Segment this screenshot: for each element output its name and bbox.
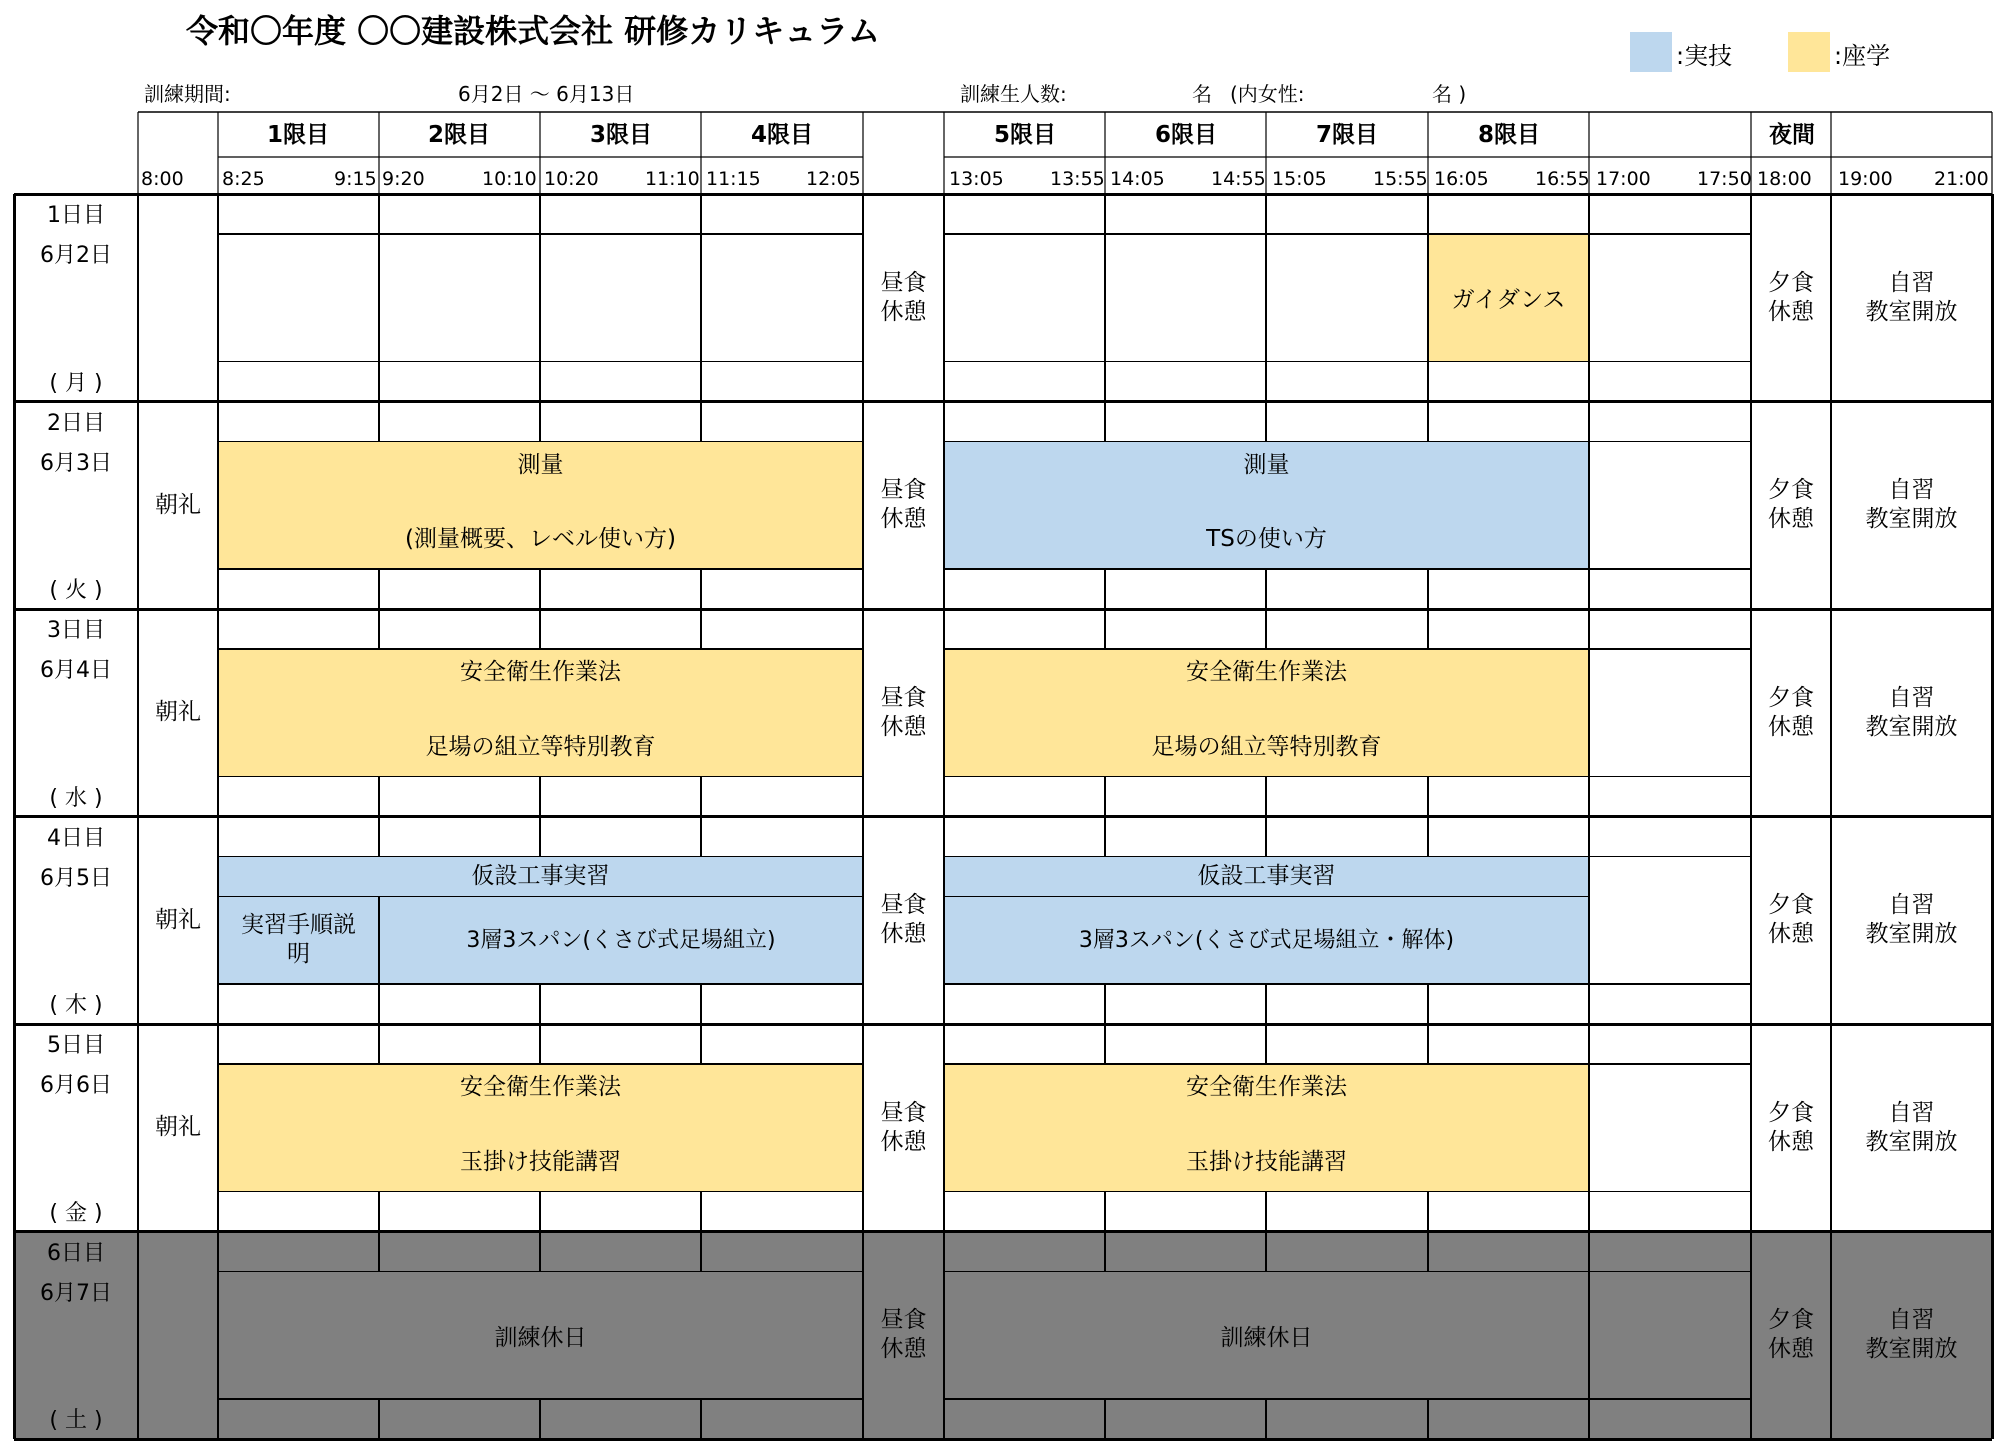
dinner-text: 休憩 bbox=[1768, 1128, 1814, 1155]
self-study bbox=[1831, 194, 1992, 402]
course-block bbox=[944, 649, 1589, 777]
block-text: 仮設工事実習 bbox=[471, 863, 610, 889]
grid-line bbox=[1588, 984, 1589, 1024]
grid-line bbox=[539, 1024, 540, 1064]
course-block bbox=[218, 649, 863, 777]
dinner-text: 夕食 bbox=[1768, 684, 1814, 711]
block-text: 実習手順説 bbox=[241, 912, 356, 939]
period-header-8: 8限目 bbox=[1477, 122, 1541, 148]
grid-line bbox=[1104, 1192, 1105, 1232]
grid-line bbox=[1265, 402, 1266, 442]
grid-line bbox=[378, 402, 379, 442]
grid-line bbox=[700, 362, 701, 402]
grid-line bbox=[378, 817, 379, 857]
grid-line bbox=[700, 234, 701, 362]
lunch-text: 昼食 bbox=[880, 684, 927, 711]
dinner-text: 休憩 bbox=[1768, 1336, 1814, 1363]
grid-line bbox=[944, 233, 1751, 234]
grid-line bbox=[1588, 609, 1589, 649]
grid-line bbox=[1265, 1232, 1266, 1272]
grid-line bbox=[539, 1399, 540, 1439]
grid-line bbox=[378, 1192, 379, 1232]
grid-line bbox=[14, 815, 1992, 818]
grid-line bbox=[700, 984, 701, 1024]
grid-line bbox=[700, 569, 701, 609]
grid-line bbox=[1104, 569, 1105, 609]
dinner-text: 夕食 bbox=[1768, 477, 1814, 504]
dinner-break bbox=[1751, 1024, 1831, 1232]
grid-line bbox=[1104, 194, 1105, 234]
grid-line bbox=[700, 817, 701, 857]
lunch-text: 休憩 bbox=[880, 1336, 927, 1363]
lunch-text: 昼食 bbox=[880, 892, 927, 919]
grid-line bbox=[539, 402, 540, 442]
page-title: 令和〇年度 〇〇建設株式会社 研修カリキュラム bbox=[186, 12, 880, 50]
course-block bbox=[944, 442, 1589, 570]
block-left bbox=[218, 897, 379, 985]
grid-line bbox=[539, 234, 540, 362]
day-number: 4日目 bbox=[47, 825, 105, 851]
time-label: 17:00 bbox=[1596, 168, 1651, 190]
dinner-break bbox=[1751, 402, 1831, 610]
grid-line bbox=[14, 400, 1992, 403]
time-label: 15:05 bbox=[1272, 168, 1327, 190]
grid-line bbox=[1104, 1232, 1105, 1272]
block-text: 訓練休日 bbox=[494, 1324, 587, 1351]
time-label: 13:55 bbox=[1050, 168, 1105, 190]
grid-line bbox=[1104, 1399, 1105, 1439]
time-label: 16:05 bbox=[1434, 168, 1489, 190]
grid-line bbox=[14, 1230, 1992, 1233]
grid-line bbox=[1427, 194, 1428, 234]
block-text: 安全衛生作業法 bbox=[460, 1074, 621, 1100]
grid-line bbox=[1265, 234, 1266, 362]
study-text: 教室開放 bbox=[1865, 713, 1958, 740]
dinner-text: 休憩 bbox=[1768, 713, 1814, 740]
grid-line bbox=[1588, 1192, 1589, 1232]
grid-line bbox=[13, 194, 16, 1439]
morning-text: 朝礼 bbox=[155, 906, 201, 933]
dinner-text: 休憩 bbox=[1768, 298, 1814, 325]
female-unit: 名 ) bbox=[1432, 82, 1467, 106]
morning-text: 朝礼 bbox=[155, 699, 201, 726]
day-number: 1日目 bbox=[47, 203, 105, 228]
grid-line bbox=[1588, 777, 1589, 817]
grid-line bbox=[1427, 609, 1428, 649]
time-label: 11:10 bbox=[645, 168, 700, 190]
time-label: 12:05 bbox=[806, 168, 861, 190]
morning-assembly bbox=[138, 609, 218, 817]
grid-line bbox=[1265, 194, 1266, 234]
grid-line bbox=[700, 402, 701, 442]
grid-line bbox=[1991, 194, 1994, 1439]
study-text: 自習 bbox=[1888, 892, 1935, 919]
grid-line bbox=[539, 609, 540, 649]
day-number: 3日目 bbox=[47, 618, 105, 643]
study-text: 自習 bbox=[1888, 1099, 1935, 1126]
day-number: 2日目 bbox=[47, 410, 105, 436]
block-text: (測量概要、レベル使い方) bbox=[405, 526, 676, 552]
grid-line bbox=[1265, 1024, 1266, 1064]
grid-line bbox=[14, 193, 1992, 196]
block-text: TSの使い方 bbox=[1206, 526, 1327, 552]
day-weekday: ( 金 ) bbox=[49, 1200, 103, 1226]
grid-line bbox=[217, 194, 218, 402]
period-header-6: 6限目 bbox=[1154, 122, 1218, 148]
dinner-break bbox=[1751, 817, 1831, 1025]
grid-line bbox=[1427, 817, 1428, 857]
dinner-break bbox=[1751, 194, 1831, 402]
grid-line bbox=[1427, 569, 1428, 609]
study-text: 自習 bbox=[1888, 684, 1935, 711]
legend-practical-label: :実技 bbox=[1676, 42, 1733, 70]
study-text: 自習 bbox=[1888, 477, 1935, 504]
dinner-text: 夕食 bbox=[1768, 892, 1814, 919]
study-text: 自習 bbox=[1888, 1307, 1935, 1334]
lunch-text: 休憩 bbox=[880, 921, 927, 948]
morning-text: 朝礼 bbox=[155, 491, 201, 518]
lunch-text: 昼食 bbox=[880, 1307, 927, 1334]
trainees-unit: 名 bbox=[1192, 82, 1212, 106]
grid-line bbox=[1427, 1024, 1428, 1064]
period-header-5: 5限目 bbox=[993, 122, 1057, 148]
time-label: 8:00 bbox=[141, 168, 184, 190]
period-header-2: 2限目 bbox=[427, 122, 491, 148]
grid-line bbox=[944, 361, 1751, 362]
course-block bbox=[944, 1272, 1589, 1400]
day-weekday: ( 月 ) bbox=[49, 370, 103, 396]
grid-line bbox=[378, 609, 379, 649]
day-date: 6月6日 bbox=[40, 1073, 112, 1098]
grid-line bbox=[700, 777, 701, 817]
grid-line bbox=[700, 194, 701, 234]
lunch-break bbox=[863, 817, 944, 1025]
grid-line bbox=[1104, 1024, 1105, 1064]
lunch-break bbox=[863, 1024, 944, 1232]
grid-line bbox=[539, 777, 540, 817]
period-header-4: 4限目 bbox=[750, 122, 814, 148]
self-study bbox=[1831, 1232, 1992, 1440]
time-label: 13:05 bbox=[949, 168, 1004, 190]
study-text: 教室開放 bbox=[1865, 921, 1958, 948]
lunch-break bbox=[863, 402, 944, 610]
period-header-3: 3限目 bbox=[589, 122, 653, 148]
time-label: 16:55 bbox=[1535, 168, 1590, 190]
grid-line bbox=[539, 1192, 540, 1232]
grid-line bbox=[539, 984, 540, 1024]
time-label: 14:05 bbox=[1110, 168, 1165, 190]
time-label: 18:00 bbox=[1757, 168, 1812, 190]
day-weekday: ( 木 ) bbox=[49, 993, 103, 1018]
day-date: 6月4日 bbox=[40, 658, 112, 683]
block-text: 安全衛生作業法 bbox=[460, 659, 621, 685]
grid-line bbox=[539, 1232, 540, 1272]
course-block bbox=[944, 1064, 1589, 1192]
grid-line bbox=[1588, 402, 1589, 442]
period-header-1: 1限目 bbox=[266, 122, 330, 148]
study-text: 教室開放 bbox=[1865, 506, 1958, 533]
block-text: 仮設工事実習 bbox=[1197, 863, 1336, 889]
block-text: ガイダンス bbox=[1451, 287, 1566, 314]
dinner-text: 休憩 bbox=[1768, 921, 1814, 948]
block-text: 3層3スパン(くさび式足場組立) bbox=[466, 927, 776, 953]
grid-line bbox=[1265, 609, 1266, 649]
study-text: 教室開放 bbox=[1865, 1336, 1958, 1363]
grid-line bbox=[14, 1438, 1992, 1441]
self-study bbox=[1831, 1024, 1992, 1232]
dinner-text: 夕食 bbox=[1768, 1307, 1814, 1334]
time-label: 21:00 bbox=[1934, 168, 1989, 190]
time-label: 9:20 bbox=[382, 168, 425, 190]
grid-line bbox=[539, 569, 540, 609]
course-block bbox=[218, 1064, 863, 1192]
grid-line bbox=[1265, 362, 1266, 402]
time-label: 10:20 bbox=[544, 168, 599, 190]
grid-line bbox=[1104, 362, 1105, 402]
grid-line bbox=[539, 817, 540, 857]
block-text: 3層3スパン(くさび式足場組立・解体) bbox=[1078, 927, 1455, 953]
grid-line bbox=[1427, 777, 1428, 817]
dinner-text: 休憩 bbox=[1768, 506, 1814, 533]
lunch-text: 休憩 bbox=[880, 298, 927, 325]
period-value: 6月2日 ～ 6月13日 bbox=[458, 82, 635, 106]
grid-line bbox=[1265, 1399, 1266, 1439]
morning-text: 朝礼 bbox=[155, 1114, 201, 1141]
study-text: 自習 bbox=[1888, 269, 1935, 296]
grid-line bbox=[378, 984, 379, 1024]
block-text: 訓練休日 bbox=[1220, 1324, 1313, 1351]
grid-line bbox=[700, 1399, 701, 1439]
female-label: (内女性: bbox=[1230, 82, 1305, 106]
grid-line bbox=[539, 362, 540, 402]
grid-line bbox=[1104, 984, 1105, 1024]
grid-line bbox=[378, 569, 379, 609]
grid-line bbox=[378, 194, 379, 234]
grid-line bbox=[1588, 1024, 1589, 1064]
block-text: 玉掛け技能講習 bbox=[1186, 1148, 1347, 1175]
grid-line bbox=[1588, 362, 1589, 402]
block-heading bbox=[218, 857, 863, 897]
time-label: 8:25 bbox=[222, 168, 265, 190]
block-text: 安全衛生作業法 bbox=[1186, 659, 1347, 685]
dinner-text: 夕食 bbox=[1768, 1099, 1814, 1126]
grid-line bbox=[378, 234, 379, 362]
self-study bbox=[1831, 817, 1992, 1025]
time-label: 19:00 bbox=[1838, 168, 1893, 190]
period-header-night: 夜間 bbox=[1769, 122, 1815, 148]
self-study bbox=[1831, 609, 1992, 817]
grid-line bbox=[700, 1024, 701, 1064]
grid-line bbox=[1104, 609, 1105, 649]
time-label: 17:50 bbox=[1697, 168, 1752, 190]
grid-line bbox=[1265, 984, 1266, 1024]
course-block bbox=[218, 442, 863, 570]
grid-line bbox=[378, 362, 379, 402]
study-text: 教室開放 bbox=[1865, 298, 1958, 325]
time-label: 15:55 bbox=[1373, 168, 1428, 190]
legend-lecture-label: :座学 bbox=[1834, 42, 1891, 70]
grid-line bbox=[1104, 817, 1105, 857]
grid-line bbox=[1265, 817, 1266, 857]
block-right bbox=[379, 897, 863, 985]
grid-line bbox=[1265, 1192, 1266, 1232]
grid-line bbox=[1588, 569, 1589, 609]
morning-assembly bbox=[138, 817, 218, 1025]
morning-assembly bbox=[138, 402, 218, 610]
course-block bbox=[1428, 234, 1589, 362]
grid-line bbox=[1104, 234, 1105, 362]
day-date: 6月2日 bbox=[40, 243, 112, 268]
grid-line bbox=[1427, 984, 1428, 1024]
period-label: 訓練期間: bbox=[144, 82, 231, 106]
grid-line bbox=[1427, 1399, 1428, 1439]
grid-line bbox=[700, 1192, 701, 1232]
time-label: 9:15 bbox=[334, 168, 377, 190]
block-text: 安全衛生作業法 bbox=[1186, 1074, 1347, 1100]
day-number: 5日目 bbox=[47, 1033, 105, 1058]
block-text: 足場の組立等特別教育 bbox=[1151, 733, 1382, 760]
lunch-text: 休憩 bbox=[880, 506, 927, 533]
grid-line bbox=[378, 777, 379, 817]
morning-assembly bbox=[138, 1024, 218, 1232]
trainees-label: 訓練生人数: bbox=[960, 82, 1067, 106]
time-label: 10:10 bbox=[482, 168, 537, 190]
grid-line bbox=[378, 1232, 379, 1272]
day-number: 6日目 bbox=[47, 1240, 105, 1266]
grid-line bbox=[378, 1024, 379, 1064]
grid-line bbox=[700, 1232, 701, 1272]
block-text: 測量 bbox=[1243, 451, 1290, 478]
grid-line bbox=[1104, 402, 1105, 442]
lunch-text: 昼食 bbox=[880, 1099, 927, 1126]
grid-line bbox=[1427, 402, 1428, 442]
grid-line bbox=[1427, 362, 1428, 402]
lunch-break bbox=[863, 609, 944, 817]
grid-line bbox=[1427, 1232, 1428, 1272]
grid-line bbox=[700, 609, 701, 649]
dinner-break bbox=[1751, 1232, 1831, 1440]
day-weekday: ( 火 ) bbox=[49, 578, 103, 603]
block-body bbox=[944, 897, 1589, 985]
block-text: 玉掛け技能講習 bbox=[460, 1148, 621, 1175]
grid-line bbox=[1588, 194, 1589, 234]
grid-line bbox=[539, 194, 540, 234]
day-weekday: ( 土 ) bbox=[49, 1408, 103, 1433]
block-text: 足場の組立等特別教育 bbox=[425, 733, 656, 760]
dinner-text: 夕食 bbox=[1768, 269, 1814, 296]
block-text: 測量 bbox=[517, 451, 564, 478]
day-row bbox=[14, 194, 1992, 402]
lunch-break bbox=[863, 1232, 944, 1440]
day-weekday: ( 水 ) bbox=[49, 785, 103, 811]
block-text: 明 bbox=[287, 941, 310, 968]
self-study bbox=[1831, 402, 1992, 610]
dinner-break bbox=[1751, 609, 1831, 817]
period-header-7: 7限目 bbox=[1315, 122, 1379, 148]
block-heading bbox=[944, 857, 1589, 897]
grid-line bbox=[1427, 1192, 1428, 1232]
study-text: 教室開放 bbox=[1865, 1128, 1958, 1155]
lunch-break bbox=[863, 194, 944, 402]
day-date: 6月3日 bbox=[40, 450, 112, 476]
grid-line bbox=[1265, 777, 1266, 817]
day-date: 6月5日 bbox=[40, 865, 112, 891]
day-date: 6月7日 bbox=[40, 1280, 112, 1306]
grid-line bbox=[1265, 569, 1266, 609]
time-label: 14:55 bbox=[1211, 168, 1266, 190]
grid-line bbox=[1588, 817, 1589, 857]
grid-line bbox=[1588, 1399, 1589, 1439]
course-block bbox=[218, 1272, 863, 1400]
grid-line bbox=[14, 1023, 1992, 1026]
grid-line bbox=[14, 608, 1992, 611]
time-label: 11:15 bbox=[706, 168, 761, 190]
grid-line bbox=[378, 1399, 379, 1439]
grid-line bbox=[1104, 777, 1105, 817]
grid-line bbox=[1588, 1232, 1589, 1272]
lunch-text: 休憩 bbox=[880, 713, 927, 740]
lunch-text: 昼食 bbox=[880, 269, 927, 296]
lunch-text: 昼食 bbox=[880, 477, 927, 504]
lunch-text: 休憩 bbox=[880, 1128, 927, 1155]
